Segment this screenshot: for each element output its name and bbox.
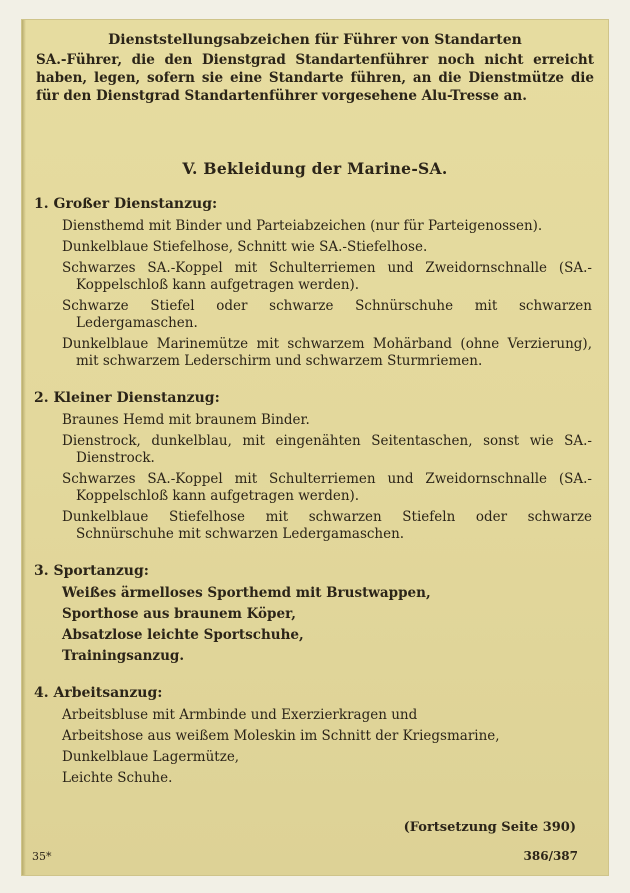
subsection-title: 2. Kleiner Dienstanzug: (34, 390, 220, 406)
subsection-title: 1. Großer Dienstanzug: (34, 196, 218, 212)
footer-signature-mark: 35* (32, 850, 52, 863)
list-item: Weißes ärmelloses Sporthemd mit Brustwappen, (62, 585, 431, 601)
list-item: Schwarzes SA.-Koppel mit Schulterriemen und Zweidornschnalle (SA.-Koppelschloß kann aufgetragen werden). (62, 471, 592, 504)
list-item: Arbeitshose aus weißem Moleskin im Schnitt der Kriegsmarine, (62, 728, 500, 744)
list-item: Dunkelblaue Marinemütze mit schwarzem Mohärband (ohne Verzierung), mit schwarzem Lederschirm und schwarzem Sturmriemen. (62, 336, 592, 369)
intro-text: SA.-Führer, die den Dienstgrad Standartenführer noch nicht erreicht haben, legen, sofern sie eine Standarte führen, an die Dienstmütze die für den Dienstgrad Standartenführer vorgesehene Alu-Tresse an. (36, 52, 594, 104)
subsection-title: 4. Arbeitsanzug: (34, 685, 163, 701)
list-item: Leichte Schuhe. (62, 770, 173, 786)
list-item: Diensthemd mit Binder und Parteiabzeichen (nur für Parteigenossen). (62, 218, 543, 234)
subsection-sportanzug (32, 563, 598, 665)
list-item: Braunes Hemd mit braunem Binder. (62, 412, 310, 428)
subsection-kleiner-dienstanzug (32, 390, 598, 543)
list-item: Schwarzes SA.-Koppel mit Schulterriemen und Zweidornschnalle (SA.-Koppelschloß kann aufgetragen werden). (62, 260, 592, 293)
list-item: Trainingsanzug. (62, 648, 185, 664)
list-item: Sporthose aus braunem Köper, (62, 606, 296, 622)
list-item: Schwarze Stiefel oder schwarze Schnürschuhe mit schwarzen Ledergamaschen. (62, 298, 592, 331)
subsection-arbeitsanzug (32, 685, 598, 787)
list-item: Dunkelblaue Stiefelhose mit schwarzen Stiefeln oder schwarze Schnürschuhe mit schwarzen Ledergamaschen. (62, 509, 592, 542)
intro-title: Dienststellungsabzeichen für Führer von Standarten (108, 32, 522, 48)
list-item: Dunkelblaue Lagermütze, (62, 749, 240, 765)
subsection-title: 3. Sportanzug: (34, 563, 149, 579)
list-item: Absatzlose leichte Sportschuhe, (62, 627, 304, 643)
list-item: Dunkelblaue Stiefelhose, Schnitt wie SA.-Stiefelhose. (62, 239, 428, 255)
subsection-grosser-dienstanzug (32, 196, 598, 370)
continuation-note: (Fortsetzung Seite 390) (403, 820, 576, 835)
document-page (22, 20, 608, 875)
list-item: Arbeitsbluse mit Armbinde und Exerzierkragen und (62, 707, 418, 723)
section-heading: V. Bekleidung der Marine-SA. (182, 159, 448, 178)
list-item: Dienstrock, dunkelblau, mit eingenähten Seitentaschen, sonst wie SA.-Dienstrock. (62, 433, 592, 466)
page-number: 386/387 (523, 849, 578, 863)
